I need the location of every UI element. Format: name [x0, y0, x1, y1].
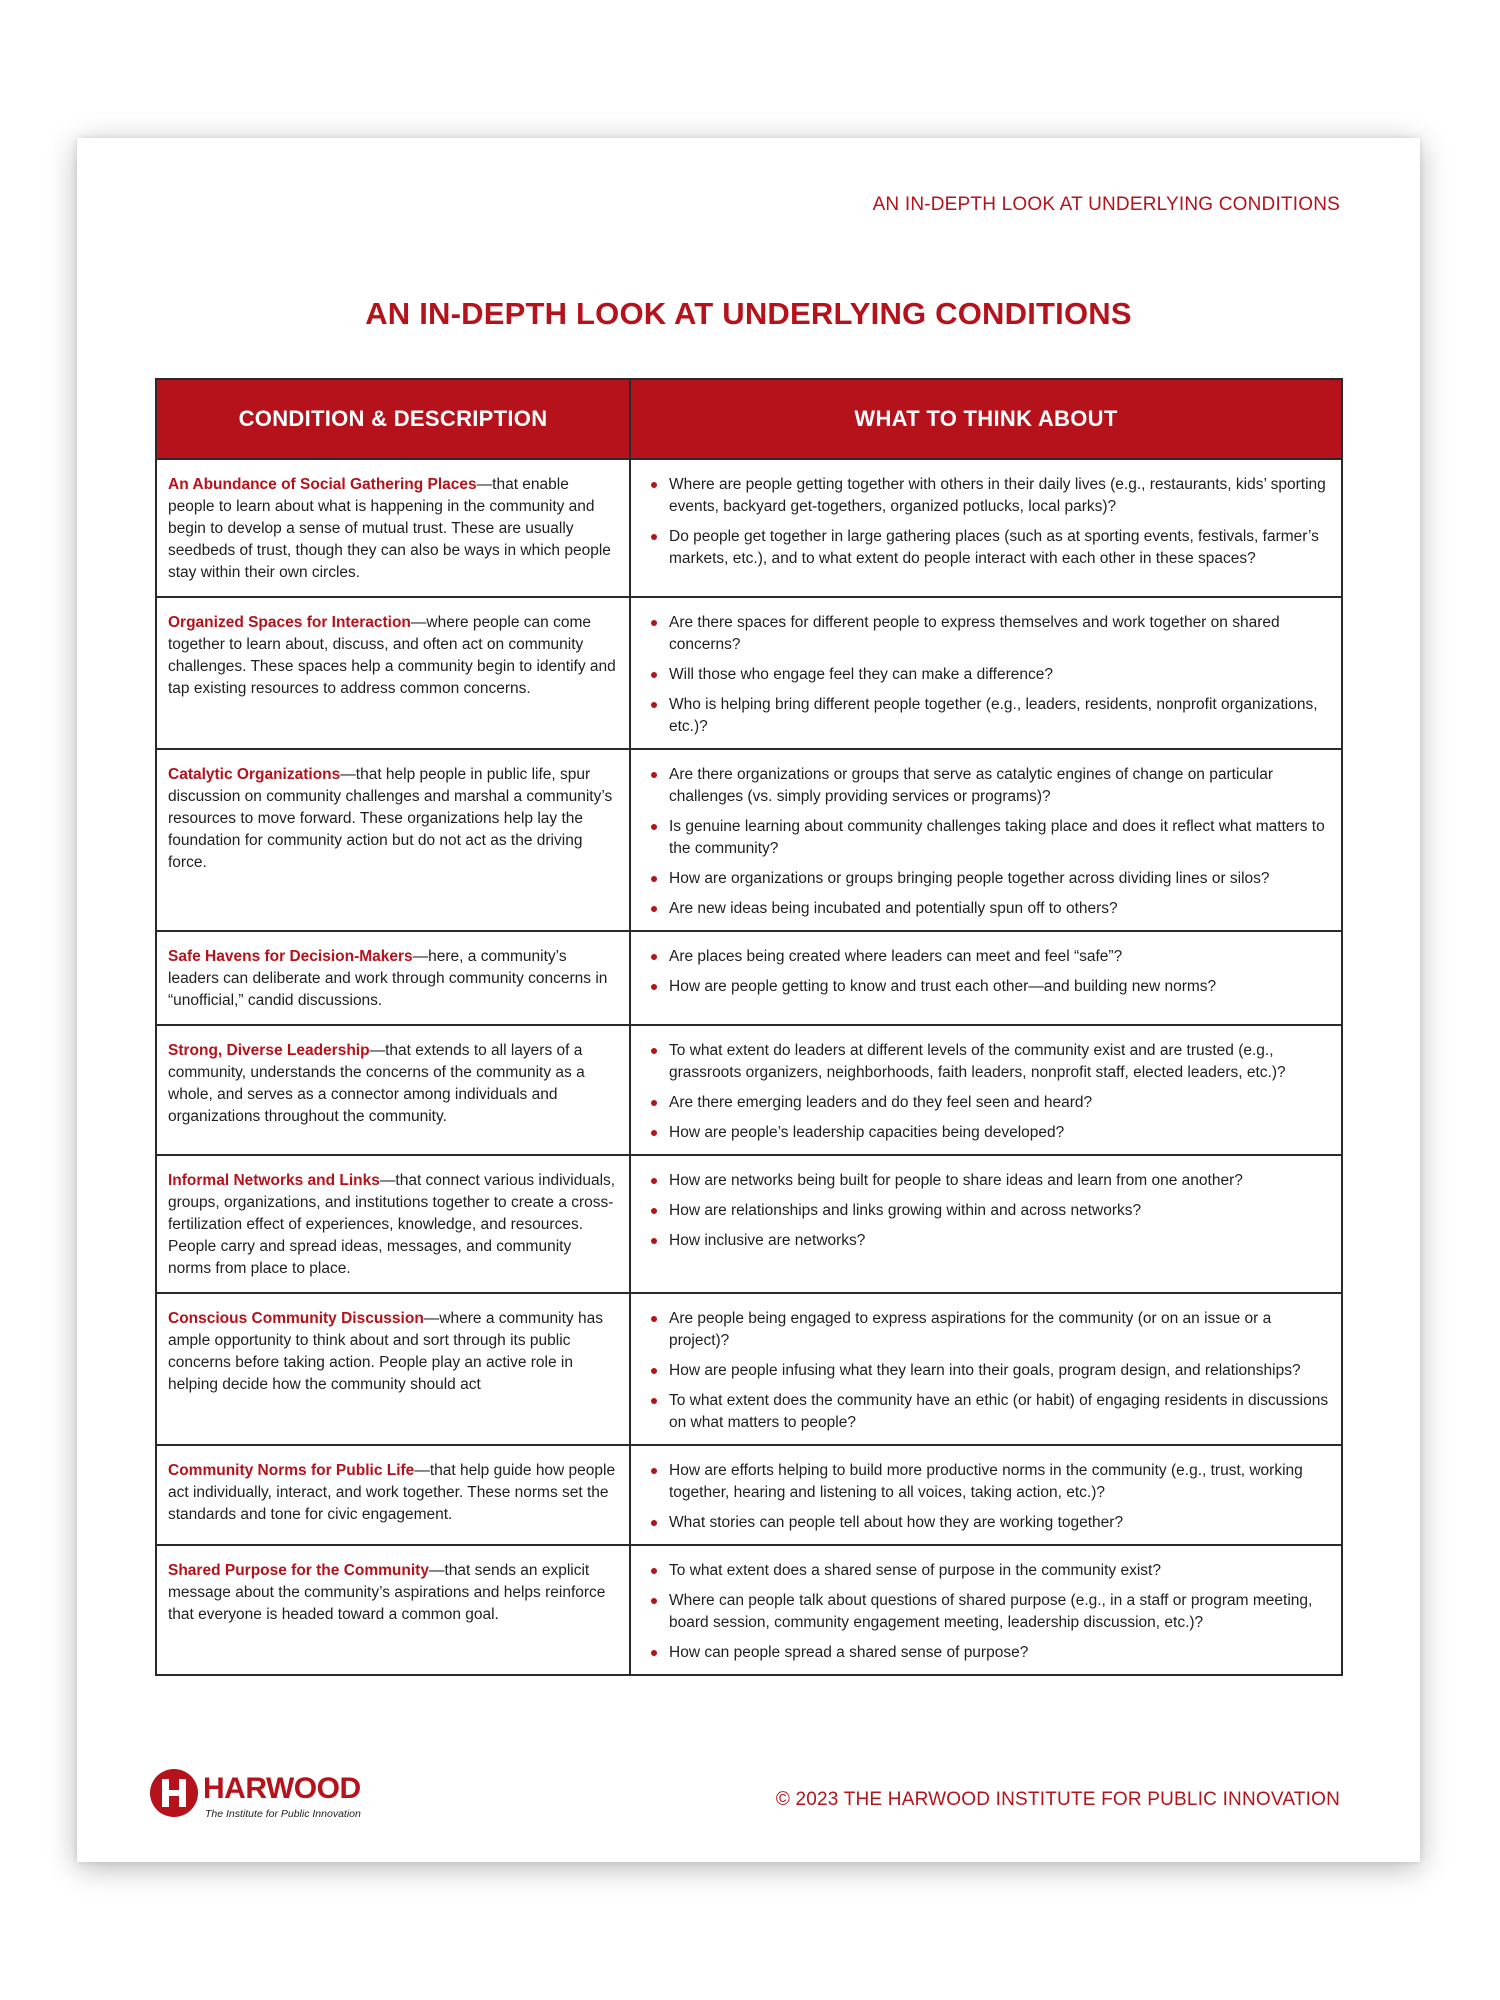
questions-cell: [630, 1155, 1342, 1293]
question-item: How are people getting to know and trust each other—and building new norms?: [649, 976, 1329, 998]
table-row: [156, 1545, 1342, 1675]
condition-name: Catalytic Organizations: [168, 766, 341, 783]
condition-cell: [156, 459, 630, 597]
question-item: Are there spaces for different people to express themselves and work together on shared concerns?: [649, 612, 1329, 656]
question-item: How are people’s leadership capacities being developed?: [649, 1122, 1329, 1144]
question-list: [649, 1560, 1329, 1664]
column-header-think-about: WHAT TO THINK ABOUT: [630, 379, 1342, 459]
question-list: [649, 764, 1329, 920]
condition-cell: [156, 749, 630, 931]
question-item: Do people get together in large gathering places (such as at sporting events, festivals, farmer’s markets, etc.), and to what extent do people interact with each other in these spaces?: [649, 526, 1329, 570]
condition-description: —that help guide how people act individually, interact, and work together. These norms set the standards and tone for civic engagement.: [168, 1462, 616, 1523]
page-title: AN IN-DEPTH LOOK AT UNDERLYING CONDITIONS: [365, 296, 1132, 331]
table-row: [156, 1155, 1342, 1293]
question-list: [649, 612, 1329, 738]
condition-name: Safe Havens for Decision-Makers: [168, 948, 413, 965]
condition-cell: [156, 931, 630, 1025]
questions-cell: [630, 749, 1342, 931]
condition-description: —that connect various individuals, groups, organizations, and institutions together to create a cross-fertilization effect of experiences, knowledge, and resources. People carry and spread ideas, messages, and community norms from place to place.: [168, 1172, 616, 1277]
question-item: Are places being created where leaders can meet and feel “safe”?: [649, 946, 1329, 968]
condition-description: —that help people in public life, spur discussion on community challenges and marshal a community’s resources to move forward. These organizations help lay the foundation for community action but do not act as the driving force.: [168, 766, 613, 871]
condition-description: —that enable people to learn about what is happening in the community and begin to develop a sense of mutual trust. These are usually seedbeds of trust, though they can also be ways in which people stay within their own circles.: [168, 476, 611, 581]
condition-description: —where people can come together to learn about, discuss, and often act on community challenges. These spaces help a community begin to identify and tap existing resources to address common concerns.: [168, 614, 616, 697]
column-header-condition: CONDITION & DESCRIPTION: [156, 379, 630, 459]
condition-cell: [156, 1025, 630, 1155]
questions-cell: [630, 931, 1342, 1025]
questions-cell: [630, 459, 1342, 597]
table-header-row: [156, 379, 1342, 459]
question-item: How inclusive are networks?: [649, 1230, 1329, 1252]
question-list: [649, 1040, 1329, 1144]
question-item: What stories can people tell about how they are working together?: [649, 1512, 1329, 1534]
condition-cell: [156, 1293, 630, 1445]
logo-tagline: The Institute for Public Innovation: [205, 1808, 361, 1820]
condition-name: Conscious Community Discussion: [168, 1310, 424, 1327]
condition-cell: [156, 1155, 630, 1293]
condition-description: —where a community has ample opportunity to think about and sort through its public concerns before taking action. People play an active role in helping decide how the community should act: [168, 1310, 603, 1393]
table-body: [156, 459, 1342, 1675]
questions-cell: [630, 1025, 1342, 1155]
questions-cell: [630, 1293, 1342, 1445]
question-item: To what extent does a shared sense of purpose in the community exist?: [649, 1560, 1329, 1582]
question-list: [649, 1460, 1329, 1534]
questions-cell: [630, 1445, 1342, 1545]
question-item: How are networks being built for people to share ideas and learn from one another?: [649, 1170, 1329, 1192]
question-item: To what extent do leaders at different levels of the community exist and are trusted (e.g., grassroots organizers, neighborhoods, faith leaders, nonprofit staff, elected leaders, etc.)?: [649, 1040, 1329, 1084]
condition-name: Shared Purpose for the Community: [168, 1562, 429, 1579]
condition-cell: [156, 1545, 630, 1675]
condition-description: —that sends an explicit message about the community’s aspirations and helps reinforce that everyone is headed toward a common goal.: [168, 1562, 606, 1623]
question-list: [649, 946, 1329, 998]
condition-description: —here, a community’s leaders can deliberate and work through community concerns in “unofficial,” candid discussions.: [168, 948, 608, 1009]
question-item: Are new ideas being incubated and potentially spun off to others?: [649, 898, 1329, 920]
table-row: [156, 459, 1342, 597]
question-item: Where are people getting together with others in their daily lives (e.g., restaurants, kids’ sporting events, backyard get-togethers, organized potlucks, local parks)?: [649, 474, 1329, 518]
table-row: [156, 749, 1342, 931]
document-page: [77, 138, 1420, 1862]
harwood-h-icon: [149, 1768, 199, 1818]
condition-name: Community Norms for Public Life: [168, 1462, 415, 1479]
condition-name: Informal Networks and Links: [168, 1172, 380, 1189]
condition-name: Strong, Diverse Leadership: [168, 1042, 370, 1059]
question-item: Will those who engage feel they can make a difference?: [649, 664, 1329, 686]
question-item: Who is helping bring different people together (e.g., leaders, residents, nonprofit organizations, etc.)?: [649, 694, 1329, 738]
question-item: How can people spread a shared sense of purpose?: [649, 1642, 1329, 1664]
condition-name: An Abundance of Social Gathering Places: [168, 476, 477, 493]
question-item: Are there organizations or groups that serve as catalytic engines of change on particular challenges (vs. simply providing services or programs)?: [649, 764, 1329, 808]
question-item: To what extent does the community have an ethic (or habit) of engaging residents in discussions on what matters to people?: [649, 1390, 1329, 1434]
question-item: How are relationships and links growing within and across networks?: [649, 1200, 1329, 1222]
table-row: [156, 931, 1342, 1025]
condition-description: —that extends to all layers of a community, understands the concerns of the community as a whole, and serves as a connector among individuals and organizations throughout the community.: [168, 1042, 585, 1125]
running-header: AN IN-DEPTH LOOK AT UNDERLYING CONDITIONS: [872, 194, 1340, 215]
question-item: How are organizations or groups bringing people together across dividing lines or silos?: [649, 868, 1329, 890]
table-row: [156, 597, 1342, 749]
logo-wordmark: HARWOOD: [203, 1772, 361, 1805]
question-list: [649, 1170, 1329, 1252]
question-item: Are people being engaged to express aspirations for the community (or on an issue or a project)?: [649, 1308, 1329, 1352]
harwood-logo: [149, 1768, 409, 1828]
question-item: Where can people talk about questions of shared purpose (e.g., in a staff or program meeting, board session, community engagement meeting, leadership discussion, etc.)?: [649, 1590, 1329, 1634]
copyright-notice: © 2023 THE HARWOOD INSTITUTE FOR PUBLIC INNOVATION: [775, 1789, 1340, 1810]
table-row: [156, 1025, 1342, 1155]
questions-cell: [630, 1545, 1342, 1675]
table-row: [156, 1445, 1342, 1545]
question-item: Is genuine learning about community challenges taking place and does it reflect what matters to the community?: [649, 816, 1329, 860]
questions-cell: [630, 597, 1342, 749]
question-item: How are people infusing what they learn into their goals, program design, and relationships?: [649, 1360, 1329, 1382]
question-list: [649, 1308, 1329, 1434]
condition-cell: [156, 1445, 630, 1545]
table-row: [156, 1293, 1342, 1445]
question-item: How are efforts helping to build more productive norms in the community (e.g., trust, working together, hearing and listening to all voices, taking action, etc.)?: [649, 1460, 1329, 1504]
condition-cell: [156, 597, 630, 749]
conditions-table: [155, 378, 1343, 1676]
condition-name: Organized Spaces for Interaction: [168, 614, 411, 631]
question-list: [649, 474, 1329, 570]
question-item: Are there emerging leaders and do they feel seen and heard?: [649, 1092, 1329, 1114]
